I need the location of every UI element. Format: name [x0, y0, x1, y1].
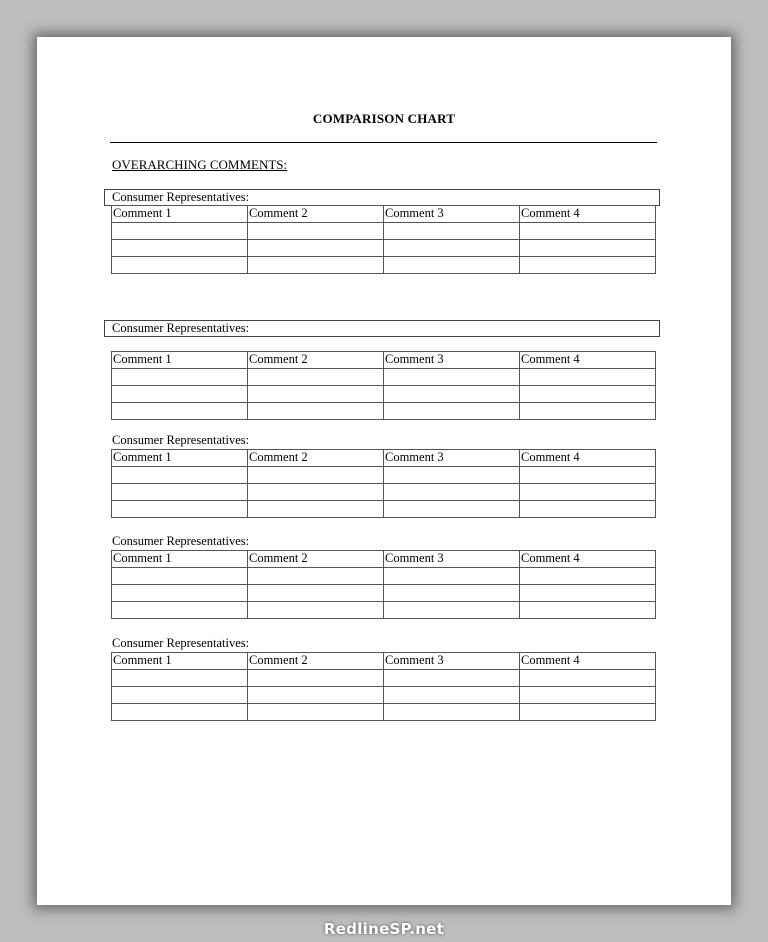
table-row: [112, 484, 656, 501]
table-cell[interactable]: [248, 501, 384, 518]
column-header: Comment 4: [520, 450, 656, 467]
table-cell[interactable]: [248, 223, 384, 240]
table-header-row: [112, 551, 656, 568]
column-header: Comment 2: [248, 352, 384, 369]
column-header: Comment 3: [384, 450, 520, 467]
section-label-box: [104, 320, 660, 337]
table-cell[interactable]: [248, 369, 384, 386]
column-header: Comment 2: [248, 206, 384, 223]
comment-table: [111, 652, 656, 721]
table-cell[interactable]: [112, 585, 248, 602]
table-row: [112, 687, 656, 704]
table-cell[interactable]: [248, 670, 384, 687]
table-cell[interactable]: [384, 467, 520, 484]
table-cell[interactable]: [520, 585, 656, 602]
table-row: [112, 257, 656, 274]
column-header: Comment 3: [384, 551, 520, 568]
table-cell[interactable]: [112, 687, 248, 704]
table-cell[interactable]: [248, 403, 384, 420]
table-cell[interactable]: [248, 467, 384, 484]
table-cell[interactable]: [384, 501, 520, 518]
section-label: Consumer Representatives:: [112, 321, 250, 335]
table-cell[interactable]: [112, 467, 248, 484]
column-header: Comment 2: [248, 450, 384, 467]
table-row: [112, 602, 656, 619]
section-label: Consumer Representatives:: [112, 190, 250, 204]
table-cell[interactable]: [520, 704, 656, 721]
column-header: Comment 2: [248, 551, 384, 568]
table-row: [112, 467, 656, 484]
table-cell[interactable]: [384, 670, 520, 687]
table-cell[interactable]: [248, 602, 384, 619]
table-cell[interactable]: [384, 369, 520, 386]
table-cell[interactable]: [112, 568, 248, 585]
table-cell[interactable]: [520, 501, 656, 518]
table-header-row: [112, 450, 656, 467]
table-cell[interactable]: [248, 704, 384, 721]
watermark: RedlineSP.net: [323, 920, 445, 938]
table-row: [112, 223, 656, 240]
table-cell[interactable]: [520, 568, 656, 585]
table-cell[interactable]: [520, 257, 656, 274]
table-cell[interactable]: [248, 568, 384, 585]
table-row: [112, 240, 656, 257]
table-cell[interactable]: [112, 484, 248, 501]
column-header: Comment 4: [520, 653, 656, 670]
table-cell[interactable]: [112, 223, 248, 240]
table-header-row: [112, 352, 656, 369]
column-header: Comment 1: [112, 206, 248, 223]
title-divider: [110, 142, 657, 143]
column-header: Comment 3: [384, 352, 520, 369]
table-cell[interactable]: [112, 240, 248, 257]
column-header: Comment 1: [112, 653, 248, 670]
page-title: COMPARISON CHART: [312, 111, 456, 126]
table-cell[interactable]: [384, 403, 520, 420]
table-cell[interactable]: [384, 257, 520, 274]
section-label-box: [104, 189, 660, 206]
table-row: [112, 568, 656, 585]
table-cell[interactable]: [384, 386, 520, 403]
column-header: Comment 4: [520, 206, 656, 223]
column-header: Comment 4: [520, 352, 656, 369]
section-label: Consumer Representatives:: [112, 534, 250, 548]
table-cell[interactable]: [248, 240, 384, 257]
table-row: [112, 369, 656, 386]
table-cell[interactable]: [520, 670, 656, 687]
table-row: [112, 403, 656, 420]
table-cell[interactable]: [112, 602, 248, 619]
column-header: Comment 1: [112, 551, 248, 568]
document-page: [37, 37, 731, 905]
column-header: Comment 1: [112, 352, 248, 369]
comment-table: [111, 351, 656, 420]
table-cell[interactable]: [384, 602, 520, 619]
table-cell[interactable]: [520, 403, 656, 420]
column-header: Comment 3: [384, 653, 520, 670]
table-row: [112, 386, 656, 403]
table-cell[interactable]: [248, 585, 384, 602]
table-cell[interactable]: [384, 240, 520, 257]
table-cell[interactable]: [112, 369, 248, 386]
table-cell[interactable]: [112, 386, 248, 403]
column-header: Comment 2: [248, 653, 384, 670]
table-cell[interactable]: [112, 501, 248, 518]
column-header: Comment 3: [384, 206, 520, 223]
table-cell[interactable]: [520, 467, 656, 484]
table-cell[interactable]: [520, 602, 656, 619]
overarching-comments-heading: OVERARCHING COMMENTS:: [112, 157, 288, 172]
table-cell[interactable]: [248, 257, 384, 274]
table-cell[interactable]: [248, 687, 384, 704]
comment-table: [111, 449, 656, 518]
table-cell[interactable]: [520, 223, 656, 240]
table-cell[interactable]: [112, 403, 248, 420]
table-cell[interactable]: [248, 484, 384, 501]
column-header: Comment 1: [112, 450, 248, 467]
comment-table: [111, 550, 656, 619]
table-cell[interactable]: [112, 704, 248, 721]
table-cell[interactable]: [112, 670, 248, 687]
table-cell[interactable]: [112, 257, 248, 274]
table-cell[interactable]: [384, 585, 520, 602]
table-row: [112, 501, 656, 518]
table-cell[interactable]: [384, 687, 520, 704]
table-row: [112, 704, 656, 721]
table-row: [112, 585, 656, 602]
section-label: Consumer Representatives:: [112, 636, 250, 650]
table-header-row: [112, 206, 656, 223]
table-cell[interactable]: [248, 386, 384, 403]
column-header: Comment 4: [520, 551, 656, 568]
table-row: [112, 670, 656, 687]
table-header-row: [112, 653, 656, 670]
table-cell[interactable]: [384, 704, 520, 721]
table-cell[interactable]: [520, 369, 656, 386]
section-label: Consumer Representatives:: [112, 433, 250, 447]
table-cell[interactable]: [384, 568, 520, 585]
table-cell[interactable]: [520, 687, 656, 704]
table-cell[interactable]: [520, 240, 656, 257]
table-cell[interactable]: [384, 223, 520, 240]
table-cell[interactable]: [520, 386, 656, 403]
table-cell[interactable]: [520, 484, 656, 501]
comment-table: [111, 205, 656, 274]
table-cell[interactable]: [384, 484, 520, 501]
